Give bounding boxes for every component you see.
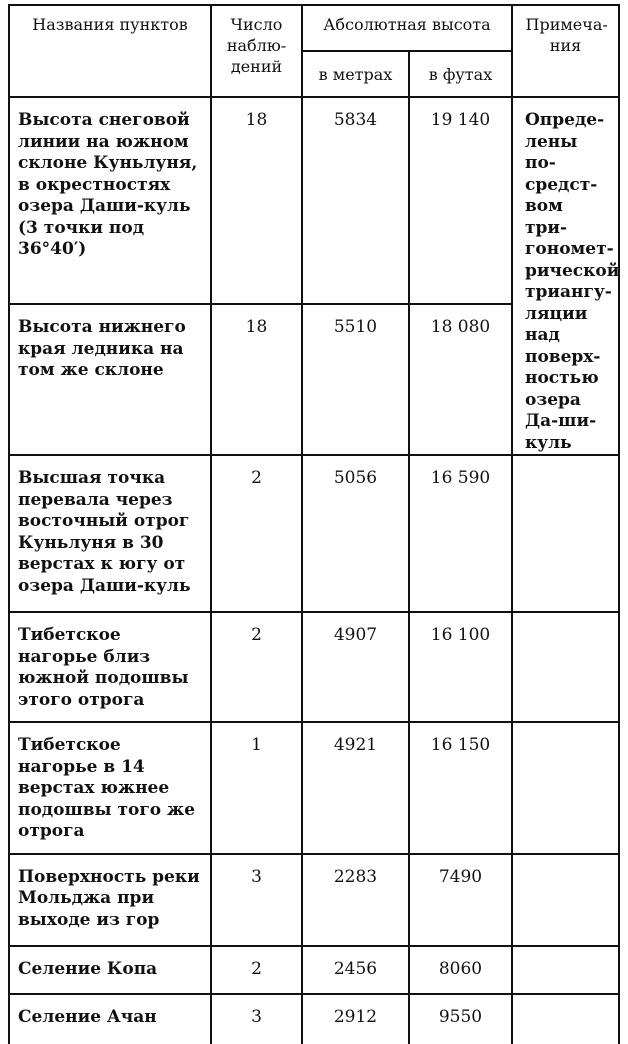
row-meters: 2283 <box>302 854 409 946</box>
row-note-empty <box>512 994 619 1044</box>
row-count: 1 <box>211 722 302 854</box>
header-meters: в метрах <box>302 51 409 97</box>
row-note-empty <box>512 612 619 722</box>
row-note <box>512 97 619 455</box>
row-meters: 5056 <box>302 455 409 612</box>
header-count-text: Число наблю-дений <box>226 15 287 76</box>
table-row <box>9 455 619 612</box>
header-feet: в футах <box>409 51 512 97</box>
row-count: 2 <box>211 946 302 994</box>
altitude-table <box>8 4 620 1044</box>
table-row <box>9 612 619 722</box>
row-note-text: Опреде-лены по-средст-вом три-гономет-рической триангу-ляции над поверх-ностью озера Да-ши-куль <box>525 110 620 453</box>
row-count: 3 <box>211 994 302 1044</box>
table-row <box>9 994 619 1044</box>
row-meters: 4921 <box>302 722 409 854</box>
header-name: Названия пунктов <box>9 5 211 97</box>
header-abs-height: Абсолютная высота <box>302 5 512 51</box>
row-note-empty <box>512 455 619 612</box>
row-name: Селение Ачан <box>9 994 211 1044</box>
row-note-empty <box>512 722 619 854</box>
row-note-empty <box>512 946 619 994</box>
row-name: Поверхность реки Мольджа при выходе из гор <box>9 854 211 946</box>
table-row <box>9 97 619 304</box>
header-count <box>211 5 302 97</box>
table-row <box>9 854 619 946</box>
row-feet: 8060 <box>409 946 512 994</box>
row-feet: 16 590 <box>409 455 512 612</box>
row-feet: 7490 <box>409 854 512 946</box>
row-count: 18 <box>211 304 302 455</box>
row-count: 2 <box>211 612 302 722</box>
row-name: Высота нижнего края ледника на том же склоне <box>9 304 211 455</box>
row-note-empty <box>512 854 619 946</box>
row-count: 2 <box>211 455 302 612</box>
table-row <box>9 722 619 854</box>
row-meters: 2456 <box>302 946 409 994</box>
row-feet: 9550 <box>409 994 512 1044</box>
row-feet: 19 140 <box>409 97 512 304</box>
header-notes <box>512 5 619 97</box>
row-name: Высота снеговой линии на южном склоне Куньлуня, в окрестностях озера Даши-куль (3 точки под 36°40′) <box>9 97 211 304</box>
row-count: 3 <box>211 854 302 946</box>
row-count: 18 <box>211 97 302 304</box>
row-name: Тибетское нагорье в 14 верстах южнее подошвы того же отрога <box>9 722 211 854</box>
table-row <box>9 946 619 994</box>
row-meters: 5510 <box>302 304 409 455</box>
row-feet: 16 100 <box>409 612 512 722</box>
row-name: Высшая точка перевала через восточный отрог Куньлуня в 30 верстах к югу от озера Даши-куль <box>9 455 211 612</box>
row-feet: 16 150 <box>409 722 512 854</box>
header-notes-text: Примеча-ния <box>525 15 608 55</box>
row-name: Селение Копа <box>9 946 211 994</box>
row-feet: 18 080 <box>409 304 512 455</box>
row-meters: 4907 <box>302 612 409 722</box>
row-name: Тибетское нагорье близ южной подошвы этого отрога <box>9 612 211 722</box>
row-meters: 2912 <box>302 994 409 1044</box>
row-meters: 5834 <box>302 97 409 304</box>
